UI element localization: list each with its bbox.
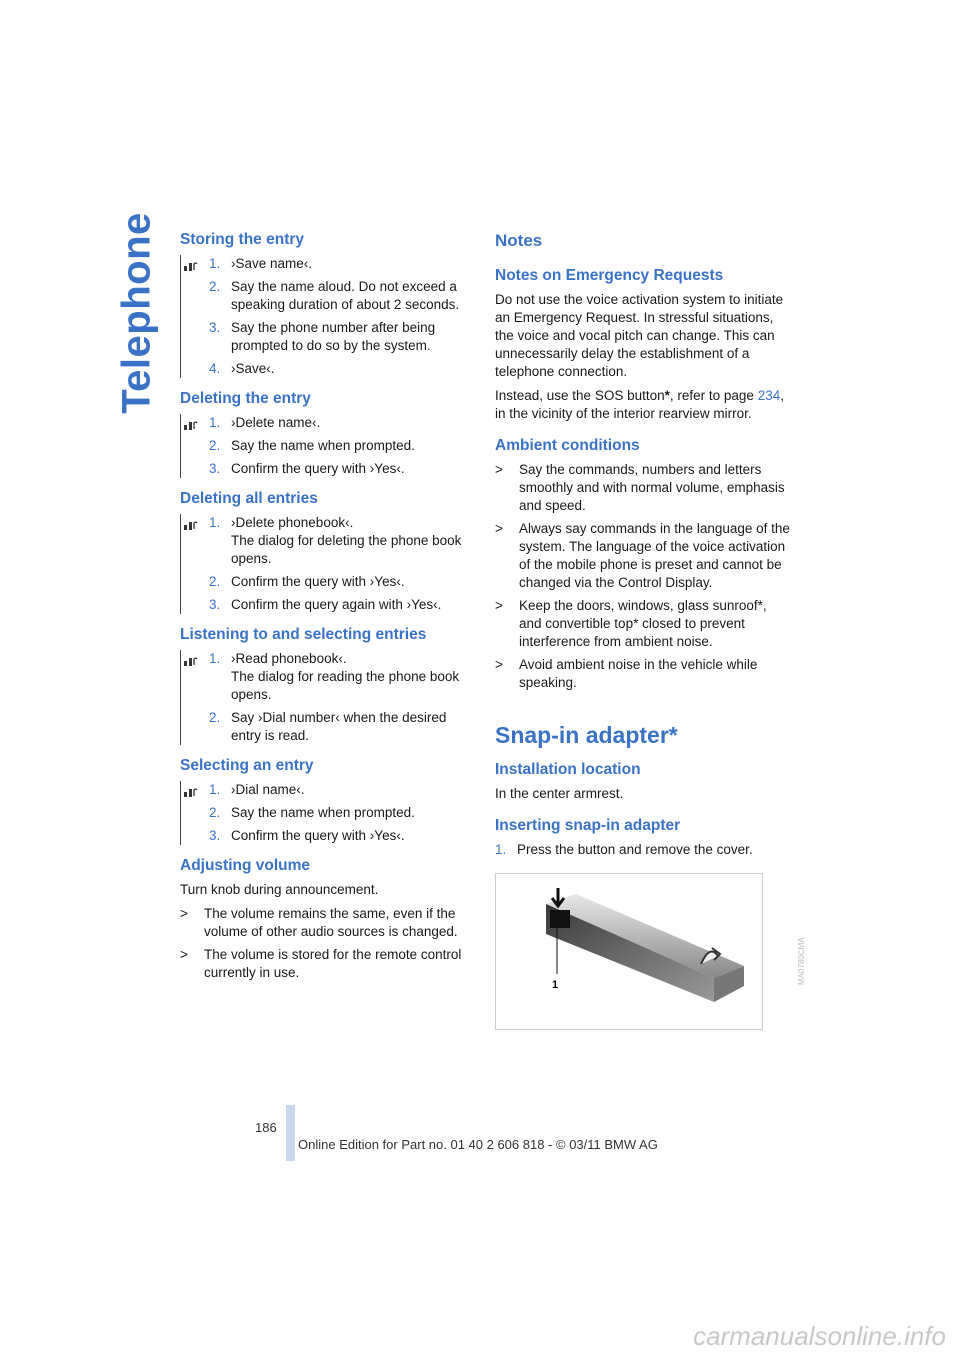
voice-command-icon <box>184 656 198 666</box>
selecting-steps <box>180 781 472 845</box>
step: 2. Say ›Dial number‹ when the desired entry is read. <box>209 710 447 743</box>
step: 3. Say the phone number after being prompted to do so by the system. <box>209 320 436 353</box>
right-column <box>495 231 790 1030</box>
emergency-para: Do not use the voice activation system to initiate an Emergency Request. In stressful situations, the voice and vocal pitch can change. This can unnecessarily delay the establishment of a telephone connection. <box>495 292 784 379</box>
watermark: carmanualsonline.info <box>693 1321 946 1351</box>
emergency-sos-para: Instead, use the SOS button*, refer to page 234, in the vicinity of the interior rearview mirror. <box>495 388 784 421</box>
ambient-heading: Ambient conditions <box>495 437 640 454</box>
storing-steps <box>180 255 472 378</box>
list-item: > The volume remains the same, even if the volume of other audio sources is changed. <box>180 906 458 939</box>
list-item: > The volume is stored for the remote control currently in use. <box>180 947 462 980</box>
listening-heading: Listening to and selecting entries <box>180 626 427 643</box>
list-item: > Always say commands in the language of the system. The language of the voice activation of the mobile phone is preset and cannot be changed via the Control Display. <box>495 521 790 590</box>
figure-code: MA0780CMA <box>797 937 806 985</box>
snapin-heading: Snap-in adapter* <box>495 722 678 748</box>
step: 3. Confirm the query with ›Yes‹. <box>209 461 405 476</box>
volume-intro: Turn knob during announcement. <box>180 882 379 897</box>
left-column <box>180 231 472 987</box>
voice-command-icon <box>184 420 198 430</box>
step: 2. Say the name aloud. Do not exceed a speaking duration of about 2 seconds. <box>209 279 460 312</box>
sidebar-chapter-title <box>112 212 162 414</box>
optional-star: * <box>664 388 670 403</box>
footer-accent-bar <box>286 1105 295 1161</box>
adapter-illustration <box>496 874 762 1029</box>
step: 2. Say the name when prompted. <box>209 438 415 453</box>
voice-command-icon <box>184 261 198 271</box>
install-text: In the center armrest. <box>495 786 624 801</box>
chapter-title-text: Telephone <box>114 212 159 414</box>
voice-command-icon <box>184 520 198 530</box>
edition-footer: Online Edition for Part no. 01 40 2 606 818 - © 03/11 BMW AG <box>298 1137 658 1152</box>
step: 3. Confirm the query again with ›Yes‹. <box>209 597 442 612</box>
volume-heading: Adjusting volume <box>180 857 311 874</box>
listening-steps <box>180 650 472 745</box>
step: 1. Press the button and remove the cover. <box>495 842 753 857</box>
snapin-adapter-figure <box>495 873 763 1030</box>
deleting-all-heading: Deleting all entries <box>180 490 318 507</box>
step: 1. ›Dial name‹. <box>209 782 305 797</box>
page-link[interactable]: 234 <box>757 388 781 403</box>
step: 1. ›Save name‹. <box>209 256 313 271</box>
step: 2. Say the name when prompted. <box>209 805 415 820</box>
step: 2. Confirm the query with ›Yes‹. <box>209 574 405 589</box>
step: 3. Confirm the query with ›Yes‹. <box>209 828 405 843</box>
voice-command-icon <box>184 787 198 797</box>
deleting-all-steps <box>180 514 472 614</box>
figure-callout-label: 1 <box>552 979 559 991</box>
emergency-heading: Notes on Emergency Requests <box>495 267 724 284</box>
list-item: > Say the commands, numbers and letters smoothly and with normal volume, emphasis and speed. <box>495 462 785 513</box>
install-heading: Installation location <box>495 761 641 778</box>
list-item: > Keep the doors, windows, glass sunroof*, and convertible top* closed to prevent interference from ambient noise. <box>495 598 767 649</box>
deleting-steps <box>180 414 472 478</box>
step: 1. ›Delete name‹. <box>209 415 321 430</box>
storing-heading: Storing the entry <box>180 231 305 248</box>
deleting-heading: Deleting the entry <box>180 390 311 407</box>
insert-heading: Inserting snap-in adapter <box>495 817 681 834</box>
selecting-heading: Selecting an entry <box>180 757 314 774</box>
step: 1. ›Read phonebook‹. The dialog for reading the phone book opens. <box>209 651 460 702</box>
notes-heading: Notes <box>495 231 543 250</box>
list-item: > Avoid ambient noise in the vehicle while speaking. <box>495 657 758 690</box>
page-number: 186 <box>255 1120 277 1135</box>
step: 1. ›Delete phonebook‹. The dialog for deleting the phone book opens. <box>209 515 462 566</box>
step: 4. ›Save‹. <box>209 361 275 376</box>
